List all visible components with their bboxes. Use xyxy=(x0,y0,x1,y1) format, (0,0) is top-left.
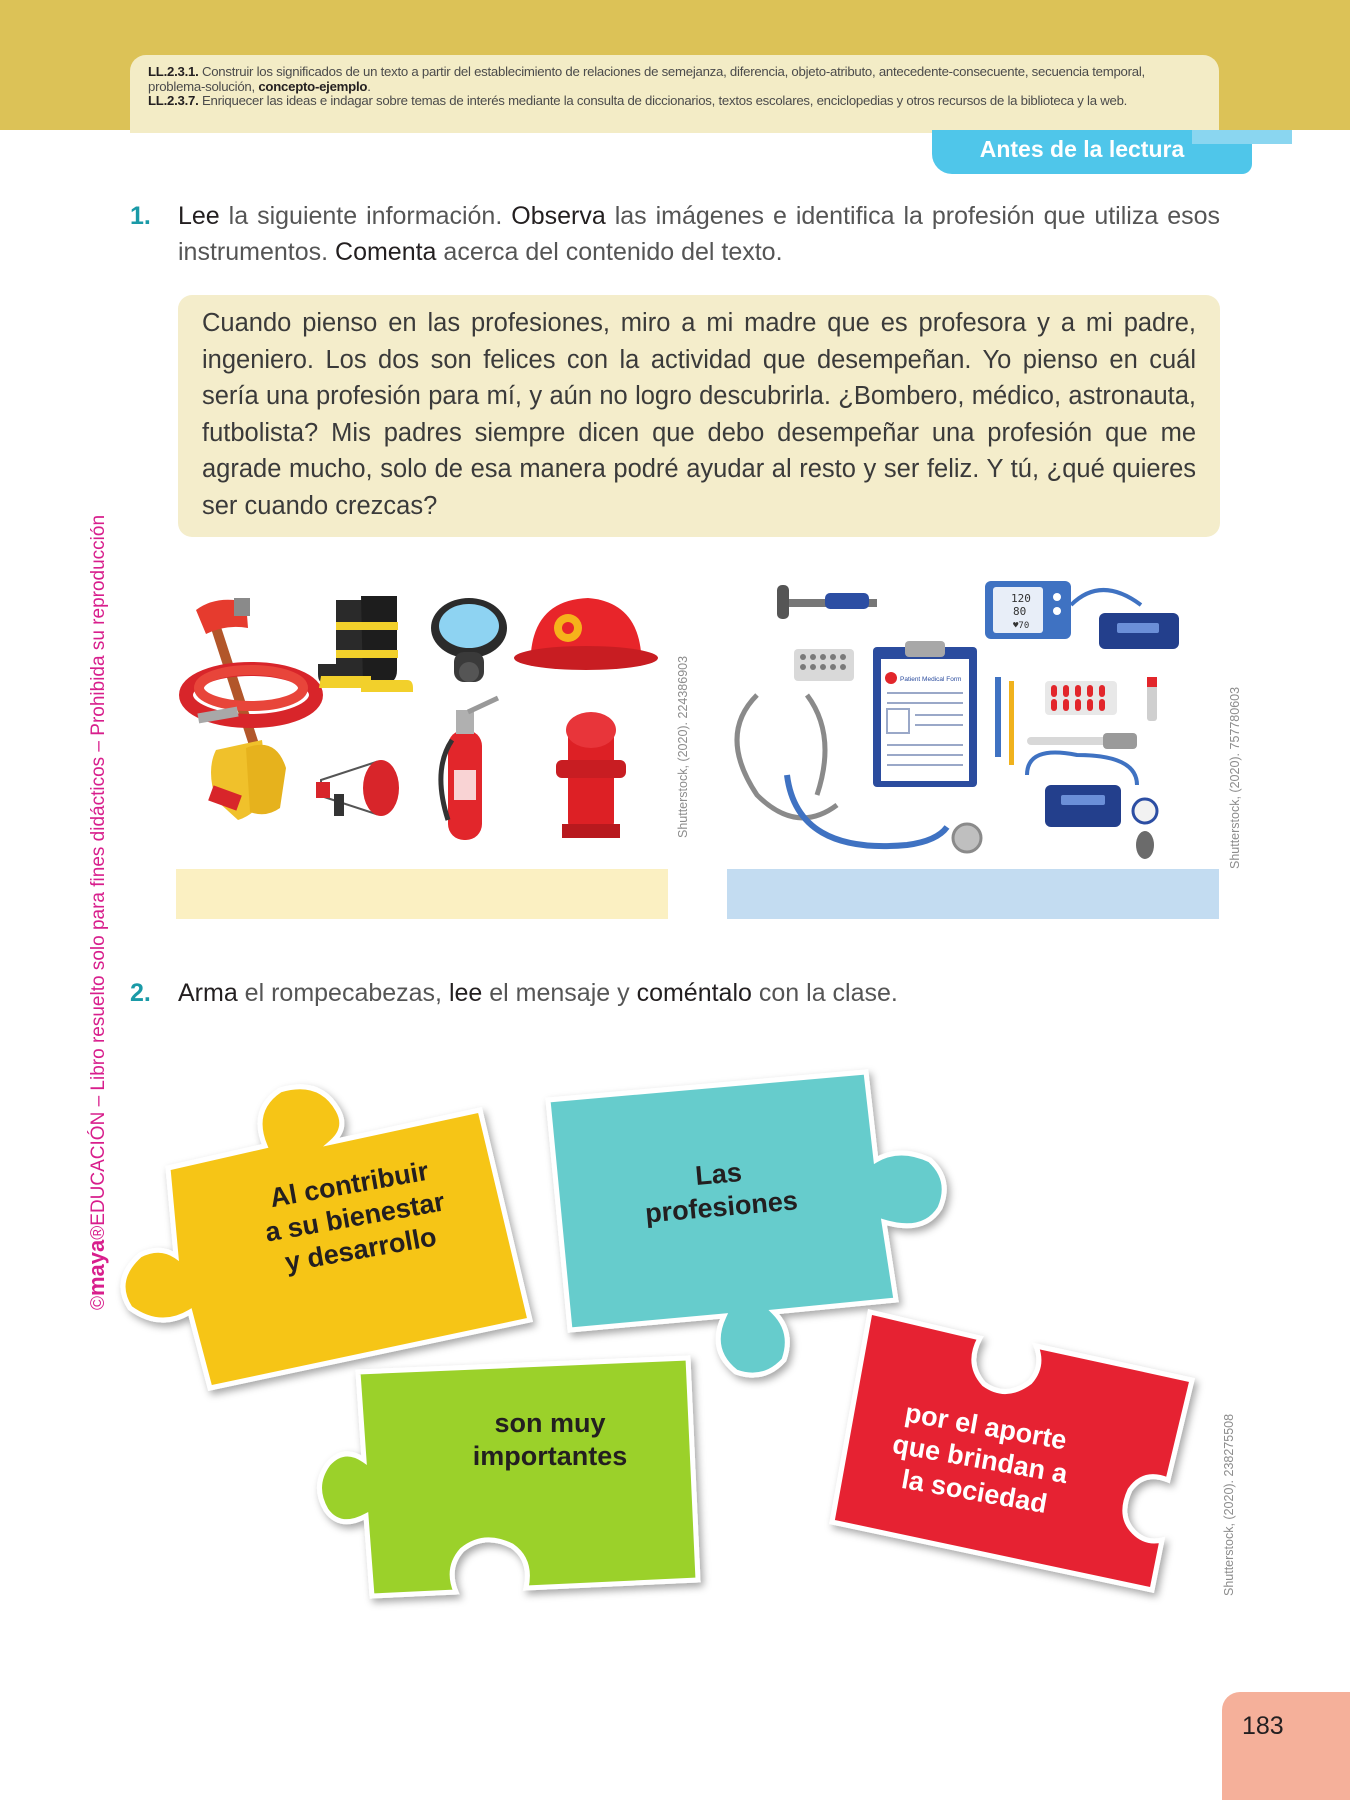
question-number: 1. xyxy=(130,202,151,230)
page-number: 183 xyxy=(1242,1712,1284,1740)
megaphone-icon xyxy=(316,760,399,816)
section-tab-label: Antes de la lectura xyxy=(979,136,1185,162)
firefighter-equipment-image xyxy=(176,580,668,860)
image-credit-medical: Shutterstock, (2020). 757780603 xyxy=(1228,686,1242,869)
answer-box-medical[interactable] xyxy=(727,869,1219,919)
copyright-text: ®EDUCACIÓN – Libro resuelto solo para fines didácticos – Prohibida su reproducción xyxy=(88,514,109,1240)
section-tab xyxy=(932,130,1252,174)
skill-code-2: LL.2.3.7. xyxy=(148,93,199,108)
brand-name: maya xyxy=(84,1239,109,1296)
question-2 xyxy=(130,975,1220,1015)
verb-comentalo: coméntalo xyxy=(636,979,752,1007)
puzzle-text-green: son muy importantes xyxy=(472,1408,628,1471)
verb-lee: Lee xyxy=(178,202,220,230)
verb-lee: lee xyxy=(448,979,483,1007)
question-text xyxy=(178,198,1220,270)
image-credit-puzzle: Shutterstock, (2020). 238275508 xyxy=(1222,1413,1236,1596)
question-text-part: el mensaje y xyxy=(482,979,637,1007)
reading-box: Cuando pienso en las profesiones, miro a mi madre que es profesora y a mi padre, ingeniero. Los dos son felices con la actividad que desempeñan. Yo pienso en cuál sería una profesión para mí, y aún no logro descubrirla. ¿Bombero, médico, astronauta, futbolista? Mis padres siempre dicen que debo desempeñar una profesión que me agrade mucho, solo de esa manera podré ayudar al resto y ser feliz. Y tú, ¿qué quieres ser cuando crezcas? xyxy=(178,295,1220,537)
bp-cuff-icon xyxy=(1027,753,1157,860)
bp-pulse: ♥70 xyxy=(1013,621,1030,631)
reflex-hammer-icon xyxy=(777,585,877,619)
pills-icon xyxy=(1045,677,1157,721)
pill-blister-icon xyxy=(794,649,854,681)
fire-helmet-icon xyxy=(514,598,658,670)
skill-text-1-bold: concepto-ejemplo xyxy=(258,78,368,94)
medical-form-title: Patient Medical Form xyxy=(900,676,962,683)
medical-equipment-image xyxy=(727,575,1219,865)
question-text-part: las imágenes e identifica la profesión que utiliza esos instrumentos. xyxy=(178,202,1221,266)
puzzle-text-yellow: Al contribuir a su bienestar y desarrollo xyxy=(262,1155,447,1278)
pen-icon xyxy=(995,677,1014,765)
medical-clipboard-icon xyxy=(873,641,977,787)
question-1 xyxy=(130,198,1220,274)
skill-text-1-end: . xyxy=(367,78,371,94)
puzzle-text-teal: Las profesiones xyxy=(643,1157,799,1229)
question-text-part: la siguiente información. xyxy=(219,202,512,230)
blood-pressure-monitor-icon xyxy=(985,581,1179,649)
answer-box-firefighter[interactable] xyxy=(176,869,668,919)
fire-hose-icon xyxy=(186,669,316,723)
question-number: 2. xyxy=(130,979,151,1007)
question-text-part: acerca del contenido del texto. xyxy=(436,238,783,266)
verb-observa: Observa xyxy=(511,202,606,230)
gas-mask-icon xyxy=(431,598,507,682)
thermometer-icon xyxy=(1027,733,1137,749)
puzzle-piece-green[interactable] xyxy=(319,1358,698,1596)
fire-extinguisher-icon xyxy=(441,698,498,840)
question-text-part: el rompecabezas, xyxy=(237,979,449,1007)
image-credit-firefighter: Shutterstock, (2020). 224386903 xyxy=(676,655,690,838)
skill-text-1: Construir los significados de un texto a partir del establecimiento de relaciones de semejanza, diferencia, objeto-atributo, antecedente-consecuente, secuencia temporal, problema-solución, xyxy=(148,64,1145,94)
puzzle-text-red: por el aporte que brindan a la sociedad xyxy=(890,1397,1070,1520)
gloves-icon xyxy=(208,740,286,820)
fire-hydrant-icon xyxy=(556,712,626,838)
skills-box xyxy=(130,55,1219,133)
boots-icon xyxy=(318,596,413,692)
puzzle-pieces xyxy=(100,1050,1240,1620)
skill-code-1: LL.2.3.1. xyxy=(148,64,199,79)
verb-arma: Arma xyxy=(178,979,238,1007)
bp-systolic: 120 xyxy=(1011,592,1031,605)
page-number-tab xyxy=(1222,1692,1350,1800)
copyright-symbol: © xyxy=(88,1296,109,1310)
question-text xyxy=(178,975,1220,1011)
skill-text-2: Enriquecer las ideas e indagar sobre temas de interés mediante la consulta de diccionarios, textos escolares, enciclopedias y otros recursos de la biblioteca y la web. xyxy=(201,93,1128,108)
bp-diastolic: 80 xyxy=(1013,605,1027,618)
verb-comenta: Comenta xyxy=(335,238,437,266)
question-text-part: con la clase. xyxy=(751,979,898,1007)
